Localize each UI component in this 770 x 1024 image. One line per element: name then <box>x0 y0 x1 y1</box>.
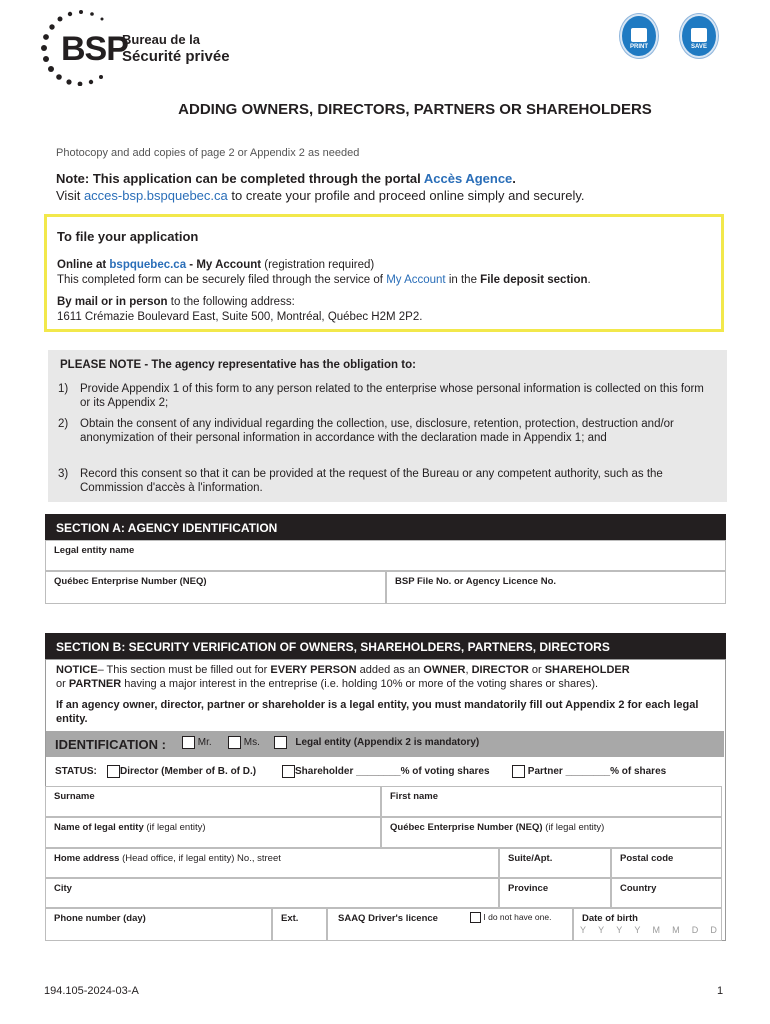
please-note-heading: PLEASE NOTE - The agency representative has the obligation to: <box>60 359 416 371</box>
country-field[interactable]: Country <box>611 878 722 908</box>
mail-line: By mail or in person to the following address: <box>57 296 295 308</box>
printer-icon <box>631 28 647 42</box>
phone-field[interactable]: Phone number (day) <box>45 908 272 941</box>
notice-text: NOTICE– This section must be filled out for EVERY PERSON added as an OWNER, DIRECTOR or SHAREHOLDER or PARTNER having a major interest in the entreprise (i.e. holding 10% or more of the voting shares or shares). <box>56 664 630 690</box>
list-item: 1) Provide Appendix 1 of this form to any person related to the enterprise whose personal information is collected on this form or its Appendix 2; <box>58 383 704 409</box>
section-a-header: SECTION A: AGENCY IDENTIFICATION <box>45 514 726 540</box>
address-line: 1611 Crémazie Boulevard East, Suite 500, Montréal, Québec H2M 2P2. <box>57 311 423 323</box>
neq-legal-entity-field[interactable]: Québec Enterprise Number (NEQ) (if legal entity) <box>381 817 722 848</box>
dob-boxes: Y Y Y Y M M D D <box>580 925 717 935</box>
saaq-licence-field[interactable]: SAAQ Driver's licence I do not have one. <box>327 908 573 941</box>
ms-checkbox[interactable] <box>228 736 241 749</box>
city-field[interactable]: City <box>45 878 499 908</box>
portal-note: Note: This application can be completed through the portal Accès Agence. <box>56 171 516 186</box>
bsp-file-number-field[interactable]: BSP File No. or Agency Licence No. <box>386 571 726 604</box>
bspquebec-link[interactable]: bspquebec.ca <box>109 259 187 271</box>
shareholder-checkbox[interactable] <box>282 765 295 778</box>
portal-visit-note: Visit acces-bsp.bspquebec.ca to create your profile and proceed online simply and securely. <box>56 188 585 203</box>
legal-entity-name-field[interactable]: Name of legal entity (if legal entity) <box>45 817 381 848</box>
page-subtitle: Photocopy and add copies of page 2 or Appendix 2 as needed <box>56 147 360 159</box>
floppy-disk-icon <box>691 28 707 42</box>
suite-field[interactable]: Suite/Apt. <box>499 848 611 878</box>
legal-entity-checkbox[interactable] <box>274 736 287 749</box>
save-button[interactable]: SAVE <box>680 14 718 58</box>
section-b-header: SECTION B: SECURITY VERIFICATION OF OWNERS, SHAREHOLDERS, PARTNERS, DIRECTORS <box>45 633 726 659</box>
bsp-logo <box>40 8 240 86</box>
logo-line-2: Sécurité privée <box>122 48 230 65</box>
acces-agence-link[interactable]: Accès Agence <box>423 171 513 186</box>
director-checkbox[interactable] <box>107 765 120 778</box>
file-box-title: To file your application <box>57 229 199 244</box>
list-item: 2) Obtain the consent of any individual regarding the collection, use, disclosure, retention, protection, destruction and/or anonymization of their personal information in accordance with the declaration made in Appendix 1; and <box>58 418 674 444</box>
online-line: Online at bspquebec.ca - My Account (registration required) <box>57 259 375 271</box>
neq-field[interactable]: Québec Enterprise Number (NEQ) <box>45 571 386 604</box>
print-button[interactable]: PRINT <box>620 14 658 58</box>
extension-field[interactable]: Ext. <box>272 908 327 941</box>
no-licence-checkbox[interactable] <box>470 912 481 923</box>
my-account-link[interactable]: My Account <box>386 274 446 286</box>
partner-checkbox[interactable] <box>512 765 525 778</box>
form-code: 194.105-2024-03-A <box>44 985 139 997</box>
first-name-field[interactable]: First name <box>381 786 722 817</box>
legal-entity-notice: If an agency owner, director, partner or shareholder is a legal entity, you must mandatorily fill out Appendix 2 for each legal entity. <box>56 699 699 725</box>
date-of-birth-field[interactable]: Date of birth Y Y Y Y M M D D <box>573 908 722 941</box>
acces-bsp-link[interactable]: acces-bsp.bspquebec.ca <box>83 188 228 203</box>
surname-field[interactable]: Surname <box>45 786 381 817</box>
secure-line: This completed form can be securely filed through the service of My Account in the File deposit section. <box>57 274 591 286</box>
please-note-box <box>48 350 727 502</box>
province-field[interactable]: Province <box>499 878 611 908</box>
list-item: 3) Record this consent so that it can be provided at the request of the Bureau or any competent authority, such as the Commission d'accès à l'information. <box>58 468 663 494</box>
home-address-field[interactable]: Home address (Head office, if legal entity) No., street <box>45 848 499 878</box>
postal-code-field[interactable]: Postal code <box>611 848 722 878</box>
file-application-box <box>44 214 724 332</box>
legal-entity-name-field[interactable]: Legal entity name <box>45 540 726 571</box>
identification-bar: IDENTIFICATION : Mr. Ms. Legal entity (Appendix 2 is mandatory) <box>46 731 724 757</box>
status-row: STATUS: <box>55 766 97 777</box>
page-number: 1 <box>717 985 724 997</box>
identification-label: IDENTIFICATION : <box>55 737 166 752</box>
logo-mark: BSP <box>61 30 128 68</box>
page-title: ADDING OWNERS, DIRECTORS, PARTNERS OR SHAREHOLDERS <box>178 101 652 118</box>
mr-checkbox[interactable] <box>182 736 195 749</box>
logo-line-1: Bureau de la <box>122 32 201 47</box>
